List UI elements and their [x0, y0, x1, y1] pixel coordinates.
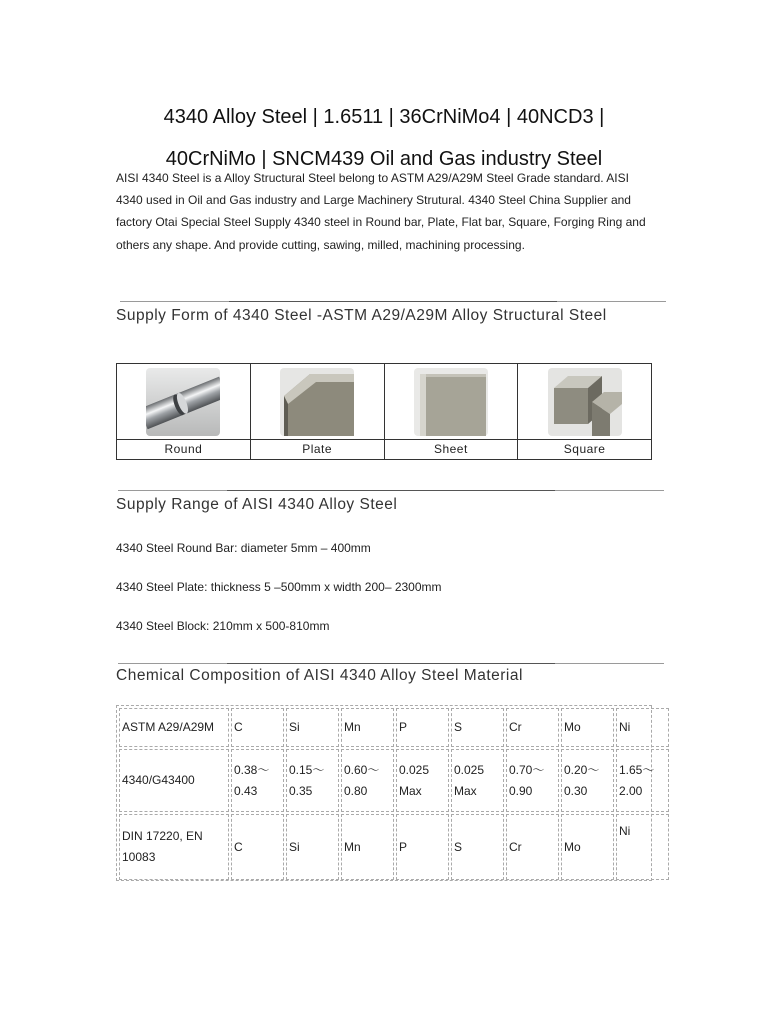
supply-form-heading: Supply Form of 4340 Steel -ASTM A29/A29M Alloy Structural Steel [116, 307, 607, 324]
supply-range-round-bar: 4340 Steel Round Bar: diameter 5mm – 400mm [116, 541, 371, 555]
table-cell: 0.60～ 0.80 [341, 749, 394, 812]
table-cell: 0.025 Max [396, 749, 449, 812]
table-cell: C [231, 814, 284, 880]
table-cell: 0.025 Max [451, 749, 504, 812]
table-cell: Cr [506, 814, 559, 880]
square-bar-image [518, 364, 651, 440]
table-cell: 0.15～ 0.35 [286, 749, 339, 812]
supply-form-cell-plate [251, 364, 385, 459]
supply-range-heading: Supply Range of AISI 4340 Alloy Steel [116, 496, 398, 513]
intro-paragraph: AISI 4340 Steel is a Alloy Structural Steel belong to ASTM A29/A29M Steel Grade standard. AISI 4340 used in Oil and Gas industry and Large Machinery Strutural. 4340 Steel China Supplier and factory Otai Special Steel Supply 4340 steel in Round bar, Plate, Flat bar, Square, Forging Ring and others any shape. And provide cutting, sawing, milled, machining processing. [116, 171, 646, 252]
table-header-cell: Si [286, 708, 339, 747]
table-cell: DIN 17220, EN 10083 [119, 814, 229, 880]
table-cell: S [451, 814, 504, 880]
table-cell: Si [286, 814, 339, 880]
page-title-line-2: 40CrNiMo | SNCM439 Oil and Gas industry Steel [165, 148, 603, 170]
table-cell: Mn [341, 814, 394, 880]
supply-range-plate: 4340 Steel Plate: thickness 5 –500mm x width 200– 2300mm [116, 580, 442, 594]
table-header-cell: S [451, 708, 504, 747]
table-cell: Mo [561, 814, 614, 880]
table-cell: 4340/G43400 [119, 749, 229, 812]
divider [118, 490, 664, 491]
table-cell: 0.70～ 0.90 [506, 749, 559, 812]
supply-form-cell-sheet [385, 364, 519, 459]
table-cell: Ni [616, 814, 669, 880]
divider [120, 301, 666, 302]
table-header-cell: Mn [341, 708, 394, 747]
table-header-cell: Mo [561, 708, 614, 747]
sheet-icon [414, 368, 488, 436]
sheet-image [385, 364, 518, 440]
supply-form-label: Square [563, 442, 606, 456]
table-header-cell: ASTM A29/A29M [119, 708, 229, 747]
plate-icon [280, 368, 354, 436]
supply-form-cell-round [117, 364, 251, 459]
table-header-cell: Ni [616, 708, 669, 747]
supply-form-cell-square [518, 364, 651, 459]
table-cell: 0.20～ 0.30 [561, 749, 614, 812]
plate-image [251, 364, 384, 440]
table-cell: P [396, 814, 449, 880]
table-header-cell: Cr [506, 708, 559, 747]
square-bar-icon [548, 368, 622, 436]
round-bar-image [117, 364, 250, 440]
page-title-line-1: 4340 Alloy Steel | 1.6511 | 36CrNiMo4 | 40NCD3 | [163, 106, 605, 128]
supply-form-label: Round [164, 442, 203, 456]
supply-form-label: Plate [302, 442, 333, 456]
table-cell: 0.38～ 0.43 [231, 749, 284, 812]
chemical-composition-heading: Chemical Composition of AISI 4340 Alloy Steel Material [116, 667, 523, 684]
table-cell: 1.65～ 2.00 [616, 749, 669, 812]
table-header-cell: P [396, 708, 449, 747]
chemical-composition-table [116, 705, 655, 881]
supply-range-block: 4340 Steel Block: 210mm x 500-810mm [116, 619, 330, 633]
round-bar-icon [146, 368, 220, 436]
supply-form-label: Sheet [433, 442, 468, 456]
table-header-cell: C [231, 708, 284, 747]
supply-form-table [116, 363, 652, 460]
divider [118, 663, 664, 664]
